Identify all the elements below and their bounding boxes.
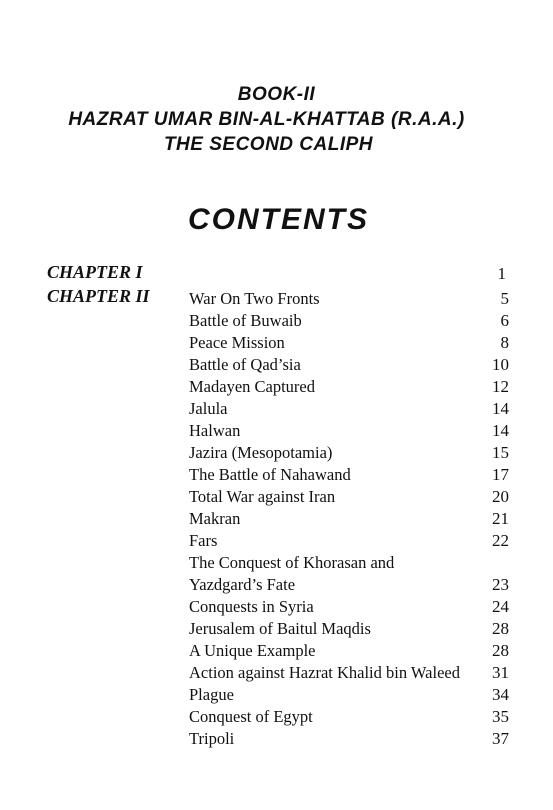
chapter-2-label: CHAPTER II [47,286,150,306]
toc-entry [189,354,509,376]
book-subtitle: THE SECOND CALIPH [163,134,374,155]
toc-entry [189,684,509,706]
book-title: HAZRAT UMAR BIN-AL-KHATTAB (R.A.A.) [68,109,465,130]
toc-entry-page: 17 [492,465,509,484]
toc-entry-page: 24 [492,597,509,616]
toc-entry-page: 20 [492,487,509,506]
toc-entry-title: Action against Hazrat Khalid bin Waleed [189,663,460,682]
toc-entry-page: 35 [492,707,509,726]
toc-entry-page: 14 [492,399,509,418]
toc-entry-title: Conquest of Egypt [189,707,313,726]
toc-entry-page: 28 [492,641,509,660]
toc-entry-page: 12 [492,377,509,396]
toc-entry [189,310,509,332]
toc-entry-title: Conquests in Syria [189,597,314,616]
contents-heading: CONTENTS [188,203,369,236]
toc-entry-page: 23 [492,575,509,594]
toc-entry-title: The Battle of Nahawand [189,465,351,484]
toc-entry [189,618,509,640]
toc-entry [189,596,509,618]
toc-entry [189,640,509,662]
toc-entry-page: 28 [492,619,509,638]
toc-entry-title: Jalula [189,399,228,418]
toc-entry [189,464,509,486]
toc-entry [189,530,509,552]
chapter-1-label: CHAPTER I [47,262,143,282]
toc-entry [189,706,509,728]
toc-entry [189,662,509,684]
book-label: BOOK-II [237,84,316,105]
toc-entry-page: 21 [492,509,509,528]
toc-entry [189,376,509,398]
toc-entry-title: Total War against Iran [189,487,336,506]
toc-entry-page: 15 [492,443,509,462]
toc-entry [189,728,509,750]
toc-entry-title: Peace Mission [189,333,285,352]
toc-entries [189,288,509,750]
toc-entry [189,486,509,508]
toc-entry-title: Yazdgard’s Fate [189,575,296,594]
toc-entry-title: Battle of Buwaib [189,311,302,330]
toc-entry-title: Battle of Qad’sia [189,355,301,374]
toc-entry-page: 14 [492,421,509,440]
toc-entry-title: Fars [189,531,218,550]
toc-entry [189,420,509,442]
toc-entry-title: Makran [189,509,241,528]
toc-entry-page: 8 [500,333,509,352]
toc-entry [189,442,509,464]
toc-entry-title: Tripoli [189,729,235,748]
toc-entry [189,288,509,310]
toc-entry [189,552,509,574]
toc-entry-title: Halwan [189,421,241,440]
toc-entry-page: 34 [492,685,509,704]
toc-entry-page: 5 [500,289,509,308]
toc-entry-page: 31 [492,663,509,682]
toc-entry-title: War On Two Fronts [189,289,320,308]
toc-entry [189,508,509,530]
toc-entry-page: 6 [500,311,509,330]
toc-entry-title: A Unique Example [189,641,316,660]
toc-entry [189,574,509,596]
toc-entry [189,332,509,354]
toc-entry-page: 10 [492,355,509,374]
toc-entry-page: 37 [492,729,509,748]
toc-entry-page: 22 [492,531,509,550]
toc-entry [189,398,509,420]
toc-entry-title: Plague [189,685,234,704]
chapter-1-page: 1 [497,264,506,283]
toc-entry-title: Jerusalem of Baitul Maqdis [189,619,371,638]
toc-entry-title: Jazira (Mesopotamia) [189,443,333,462]
toc-entry-title: The Conquest of Khorasan and [189,553,395,572]
toc-entry-title: Madayen Captured [189,377,315,396]
